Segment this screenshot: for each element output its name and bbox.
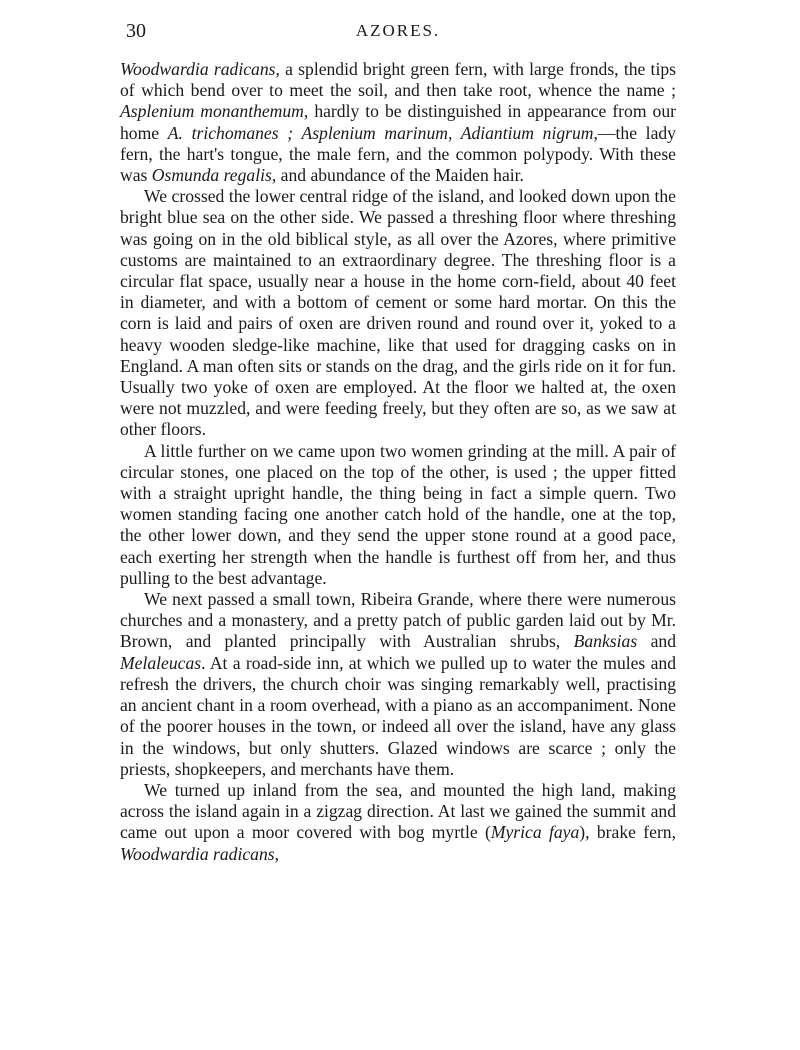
text-span: Melaleucas — [120, 652, 202, 673]
text-span: Osmunda regalis — [151, 165, 272, 186]
paragraph-summit — [120, 780, 676, 865]
text-span: , and abundance of the Maiden hair. — [271, 165, 524, 186]
paragraph-mill — [120, 441, 676, 589]
text-span: ), brake fern, — [579, 822, 676, 843]
text-span: Myrica faya — [490, 822, 580, 843]
paragraph-ferns — [120, 59, 676, 186]
text-span: , hardly to be distinguished in appearance from our home — [120, 101, 676, 143]
book-page — [120, 18, 676, 865]
text-span: Woodwardia radicans — [120, 59, 276, 79]
running-head — [120, 18, 676, 48]
paragraph-threshing — [120, 186, 676, 440]
text-span: Asplenium monanthemum — [120, 101, 304, 122]
text-span: and — [637, 631, 677, 652]
text-span: Woodwardia radicans — [120, 843, 275, 864]
text-span: . At a road-side inn, at which we pulled up to water the mules and refresh the drivers, the church choir was singing remarkably well, practising an ancient chant in a room overhead, with a piano as an accompaniment. None of the poorer houses in the town, or indeed all over the island, have any glass in the windows, but only shutters. Glazed windows are scarce ; only the priests, shopkeepers, and merchants have them. — [120, 652, 676, 779]
text-span: A little further on we came upon two women grinding at the mill. A pair of circular stones, one placed on the top of the other, is used ; the upper fitted with a straight upright handle, the thing being in fact a simple quern. Two women standing facing one another catch hold of the handle, one at the top, the other lower down, and they send the upper stone round at a good pace, each exerting her strength when the handle is furthest off from her, and thus pulling to the best advantage. — [120, 440, 676, 588]
text-span: We turned up inland from the sea, and mounted the high land, making across the island again in a zigzag direction. At last we gained the summit and came out upon a moor covered with bog myrtle ( — [120, 779, 676, 843]
running-title: AZORES. — [355, 21, 441, 40]
text-span: , — [274, 843, 280, 864]
text-span: ,—the lady fern, the hart's tongue, the male fern, and the common polypody. With these was — [120, 122, 676, 186]
text-span: A. trichomanes ; Asplenium marinum, Adiantium nigrum — [167, 122, 594, 143]
page-number: 30 — [126, 20, 146, 42]
body-text — [120, 59, 676, 865]
paragraph-ribeira-grande — [120, 589, 676, 780]
text-span: We next passed a small town, Ribeira Grande, where there were numerous churches and a monastery, and a pretty patch of public garden laid out by Mr. Brown, and planted principally with Australian shrubs, — [120, 589, 676, 652]
text-span: Banksias — [573, 631, 638, 652]
text-span: , a splendid bright green fern, with large fronds, the tips of which bend over to meet the soil, and then take root, whence the name ; — [120, 59, 676, 101]
text-span: We crossed the lower central ridge of the island, and looked down upon the bright blue sea on the other side. We passed a threshing floor where threshing was going on in the old biblical style, as all over the Azores, where primitive customs are maintained to an extraordinary degree. The threshing floor is a circular flat space, usually near a house in the home corn-field, about 40 feet in diameter, and with a bottom of cement or some hard mortar. On this the corn is laid and pairs of oxen are driven round and round over it, yoked to a heavy wooden sledge-like machine, like that used for dragging casks on in England. A man often sits or stands on the drag, and the girls ride on it for fun. Usually two yoke of oxen are employed. At the floor we halted at, the oxen were not muzzled, and were feeding freely, but they often are so, as we saw at other floors. — [120, 186, 676, 440]
